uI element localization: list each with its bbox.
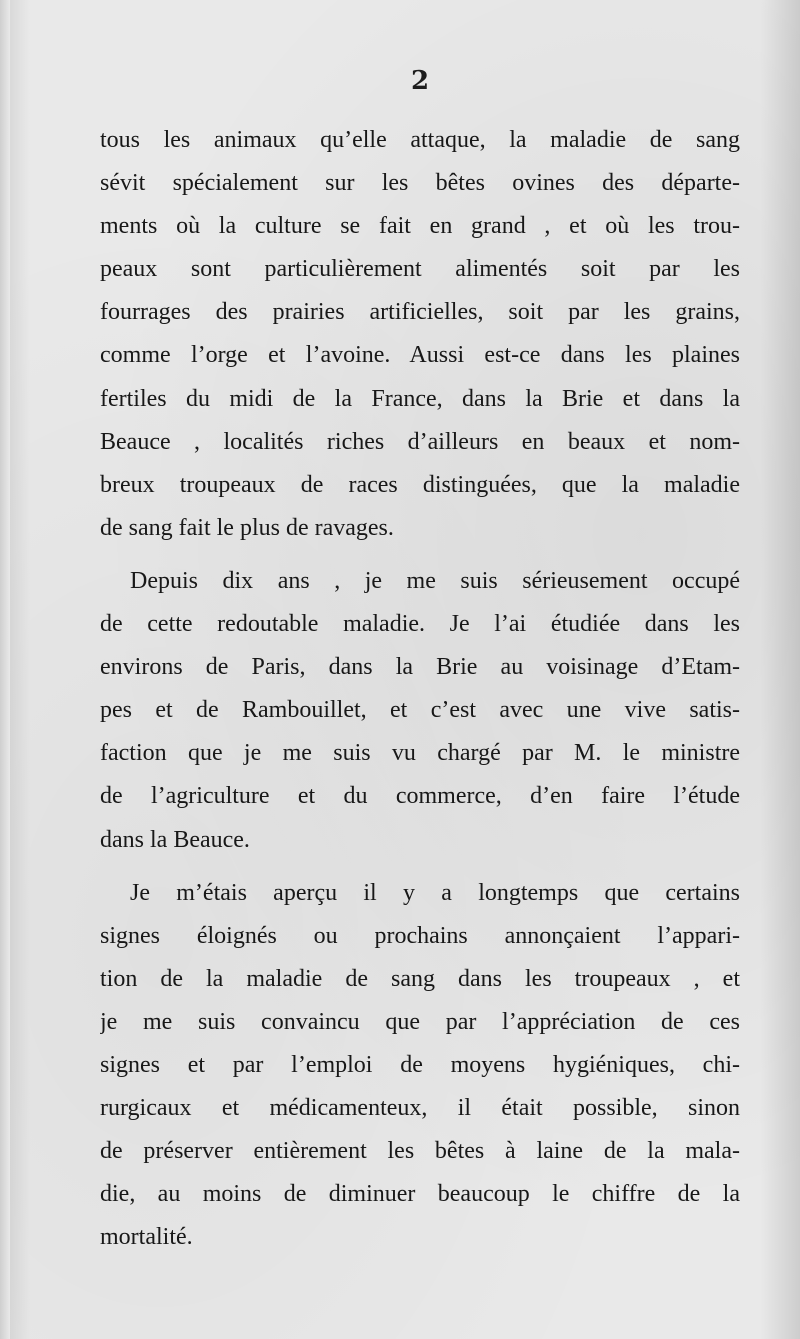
text-line: tous les animaux qu’elle attaque, la maladie de sang bbox=[100, 127, 740, 153]
text-line: de sang fait le plus de ravages. bbox=[100, 514, 394, 541]
paragraph-spacer bbox=[100, 862, 740, 872]
text-line: comme l’orge et l’avoine. Aussi est-ce dans les plaines bbox=[100, 342, 740, 369]
text-line: dans la Beauce. bbox=[100, 826, 250, 853]
page-edge-shadow bbox=[0, 0, 10, 1339]
text-line: de cette redoutable maladie. Je l’ai étudiée dans les bbox=[100, 611, 740, 638]
text-line: signes et par l’emploi de moyens hygiéniques, chi- bbox=[100, 1051, 740, 1078]
text-line: de préserver entièrement les bêtes à laine de la mala- bbox=[100, 1138, 740, 1165]
text-line: tion de la maladie de sang dans les troupeaux , et bbox=[100, 965, 740, 992]
text-line: Beauce , localités riches d’ailleurs en beaux et nom- bbox=[100, 428, 740, 455]
text-line: mortalité. bbox=[100, 1224, 193, 1251]
page-number: 2 bbox=[410, 66, 430, 96]
text-line: peaux sont particulièrement alimentés soit par les bbox=[100, 256, 740, 283]
paragraph-2 bbox=[100, 560, 740, 862]
text-line: pes et de Rambouillet, et c’est avec une vive satis- bbox=[100, 697, 740, 724]
paragraph-spacer bbox=[100, 550, 740, 560]
text-line: rurgicaux et médicamenteux, il était possible, sinon bbox=[100, 1095, 740, 1122]
text-line: je me suis convaincu que par l’appréciation de ces bbox=[100, 1008, 740, 1035]
text-line: fertiles du midi de la France, dans la Brie et dans la bbox=[100, 385, 740, 412]
text-line: signes éloignés ou prochains annonçaient l’appari- bbox=[100, 922, 740, 949]
text-line: de l’agriculture et du commerce, d’en faire l’étude bbox=[100, 783, 740, 810]
text-line: sévit spécialement sur les bêtes ovines des départe- bbox=[100, 170, 740, 197]
text-line: breux troupeaux de races distinguées, que la maladie bbox=[100, 471, 740, 498]
body-text bbox=[100, 119, 740, 1259]
text-line: die, au moins de diminuer beaucoup le chiffre de la bbox=[100, 1181, 740, 1208]
text-line: environs de Paris, dans la Brie au voisinage d’Etam- bbox=[100, 654, 740, 681]
text-line: Je m’étais aperçu il y a longtemps que certains bbox=[130, 879, 740, 906]
text-line: fourrages des prairies artificielles, soit par les grains, bbox=[100, 299, 740, 326]
paragraph-1 bbox=[100, 119, 740, 550]
text-line: Depuis dix ans , je me suis sérieusement occupé bbox=[130, 567, 740, 594]
text-line: ments où la culture se fait en grand , et où les trou- bbox=[100, 213, 740, 240]
text-line: faction que je me suis vu chargé par M. le ministre bbox=[100, 740, 740, 767]
paragraph-3 bbox=[100, 872, 740, 1260]
